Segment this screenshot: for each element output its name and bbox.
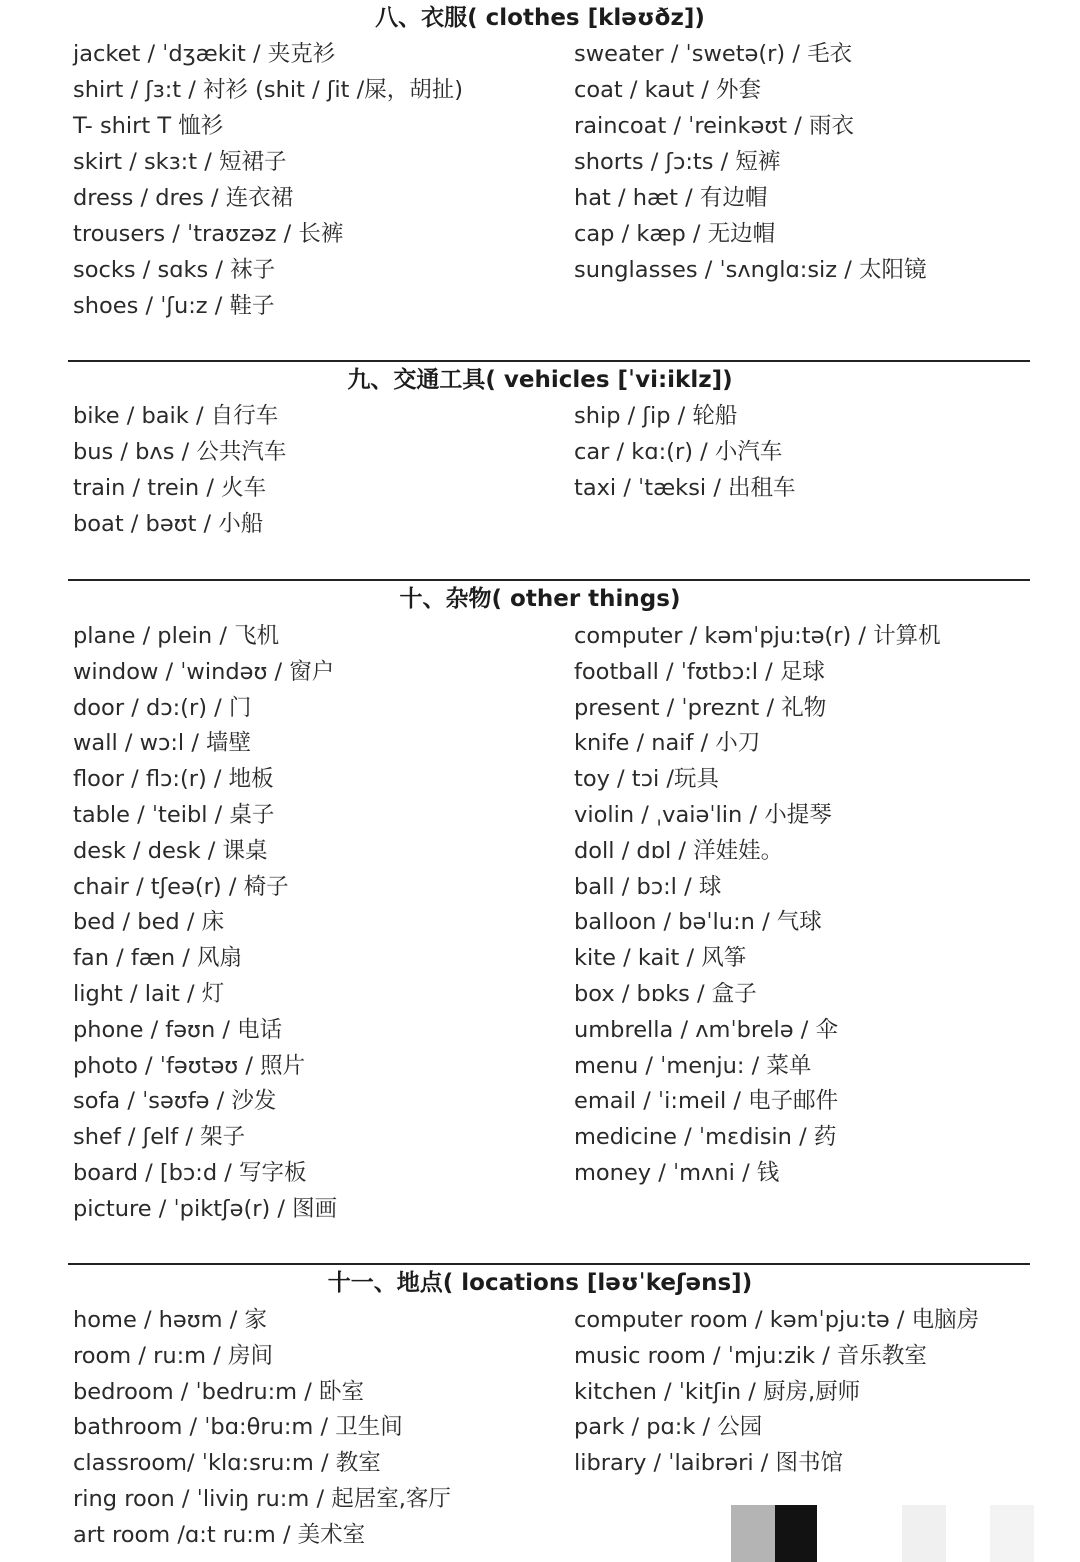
vocab-entry: plane / plein / 飞机 [73, 623, 280, 649]
vocab-entry: raincoat / ˈreinkəʊt / 雨衣 [574, 113, 854, 139]
vocab-entry: photo / ˈfəʊtəʊ / 照片 [73, 1052, 306, 1079]
vocab-entry: medicine / ˈmɛdisin / 药 [574, 1124, 837, 1151]
vocab-entry: train / trein / 火车 [73, 475, 267, 501]
vocab-entry: present / ˈpreznt / 礼物 [574, 694, 827, 721]
vocab-entry: kitchen / ˈkitʃin / 厨房,厨师 [574, 1378, 861, 1405]
vocab-entry: sunglasses / ˈsʌnglɑ:siz / 太阳镜 [574, 257, 927, 283]
vocab-entry: boat / bəʊt / 小船 [73, 511, 264, 537]
section-clothes [0, 0, 1080, 340]
vocab-entry: shoes / ˈʃu:z / 鞋子 [73, 293, 275, 319]
light-block [902, 1505, 946, 1562]
vocab-entry: computer / kəmˈpju:tə(r) / 计算机 [574, 623, 941, 649]
section-heading: 十一、地点( locations [ləʊˈkeʃəns]) [327, 1270, 753, 1296]
vocab-entry: email / ˈi:meil / 电子邮件 [574, 1088, 839, 1115]
vocab-entry: window / ˈwindəʊ / 窗户 [73, 658, 335, 685]
vocab-entry: violin / ˌvaiəˈlin / 小提琴 [574, 802, 832, 828]
vocab-entry: chair / tʃeə(r) / 椅子 [73, 873, 289, 900]
vocab-entry: toy / tɔi /玩具 [574, 766, 719, 793]
vocab-entry: floor / flɔ:(r) / 地板 [73, 766, 274, 793]
vocab-entry: jacket / ˈdʒækit / 夹克衫 [73, 41, 336, 67]
black-block [775, 1505, 817, 1562]
vocab-entry: park / pɑ:k / 公园 [574, 1414, 763, 1441]
vocab-entry: desk / desk / 课桌 [73, 837, 268, 864]
vocab-entry: football / ˈfʊtbɔ:l / 足球 [574, 658, 825, 685]
section-heading: 九、交通工具( vehicles [ˈvi:iklz]) [347, 367, 733, 393]
vocab-entry: kite / kait / 风筝 [574, 945, 747, 972]
section-vehicles [0, 362, 1080, 572]
vocab-entry: umbrella / ʌmˈbrelə / 伞 [574, 1016, 839, 1043]
vocab-entry: table / ˈteibl / 桌子 [73, 802, 275, 828]
vocab-entry: bed / bed / 床 [73, 909, 225, 936]
vocab-entry: classroom/ ˈklɑ:sru:m / 教室 [73, 1450, 381, 1477]
section-divider [68, 579, 1030, 581]
vocab-entry: sweater / ˈswetə(r) / 毛衣 [574, 41, 853, 67]
grey-block [731, 1505, 775, 1562]
vocab-entry: music room / ˈmju:zik / 音乐教室 [574, 1342, 927, 1369]
vocab-entry: trousers / ˈtraʊzəz / 长裤 [73, 221, 344, 247]
vocab-entry: hat / hæt / 有边帽 [574, 185, 768, 211]
vocab-entry: phone / fəʊn / 电话 [73, 1016, 283, 1043]
vocab-entry: bathroom / ˈbɑ:θru:m / 卫生间 [73, 1414, 403, 1441]
vocab-entry: door / dɔ:(r) / 门 [73, 694, 252, 721]
vocab-entry: money / ˈmʌni / 钱 [574, 1160, 780, 1186]
vocab-entry: skirt / skɜ:t / 短裙子 [73, 149, 287, 175]
vocab-entry: ball / bɔ:l / 球 [574, 873, 722, 900]
vocab-entry: computer room / kəmˈpju:tə / 电脑房 [574, 1307, 980, 1333]
vocab-entry: bus / bʌs / 公共汽车 [73, 439, 287, 465]
vocab-entry: box / bɒks / 盒子 [574, 981, 757, 1007]
vocab-entry: bedroom / ˈbedru:m / 卧室 [73, 1378, 364, 1405]
section-heading: 十、杂物( other things) [399, 586, 681, 612]
vocab-entry: taxi / ˈtæksi / 出租车 [574, 475, 796, 501]
vocab-entry: sofa / ˈsəʊfə / 沙发 [73, 1088, 277, 1115]
vocab-entry: menu / ˈmenju: / 菜单 [574, 1052, 812, 1079]
vocab-entry: car / kɑ:(r) / 小汽车 [574, 439, 783, 465]
vocab-entry: picture / ˈpiktʃə(r) / 图画 [73, 1195, 338, 1222]
section-heading: 八、衣服( clothes [kləʊðz]) [375, 5, 705, 31]
vocab-entry: doll / dɒl / 洋娃娃。 [574, 837, 784, 864]
vocab-entry: light / lait / 灯 [73, 981, 225, 1007]
vocab-entry: socks / sɑks / 袜子 [73, 257, 276, 283]
vocab-entry: shorts / ʃɔ:ts / 短裤 [574, 149, 781, 175]
vocab-entry: knife / naif / 小刀 [574, 730, 761, 757]
vocab-entry: dress / dres / 连衣裙 [73, 185, 294, 211]
vocab-entry: T- shirt T 恤衫 [73, 113, 224, 139]
vocab-entry: home / həʊm / 家 [73, 1307, 267, 1333]
vocab-entry: art room /ɑ:t ru:m / 美术室 [73, 1521, 366, 1548]
vocab-entry: bike / baik / 自行车 [73, 403, 279, 429]
light-block [990, 1505, 1034, 1562]
vocab-entry: shef / ʃelf / 架子 [73, 1124, 246, 1151]
vocab-entry: balloon / bəˈlu:n / 气球 [574, 909, 822, 936]
vocab-entry: board / [bɔ:d / 写字板 [73, 1160, 307, 1186]
vocab-entry: shirt / ʃɜ:t / 衬衫 (shit / ʃit /屎，胡扯) [73, 77, 464, 103]
vocab-entry: ship / ʃip / 轮船 [574, 403, 738, 429]
vocab-entry: ring roon / ˈliviŋ ru:m / 起居室,客厅 [73, 1486, 451, 1512]
section-other-things [0, 582, 1080, 1247]
vocab-entry: library / ˈlaibrəri / 图书馆 [574, 1450, 844, 1477]
vocab-entry: coat / kaut / 外套 [574, 77, 762, 103]
vocab-entry: fan / fæn / 风扇 [73, 945, 243, 972]
vocab-entry: wall / wɔ:l / 墙壁 [73, 730, 252, 757]
vocab-entry: cap / kæp / 无边帽 [574, 221, 776, 247]
vocab-entry: room / ru:m / 房间 [73, 1342, 273, 1369]
